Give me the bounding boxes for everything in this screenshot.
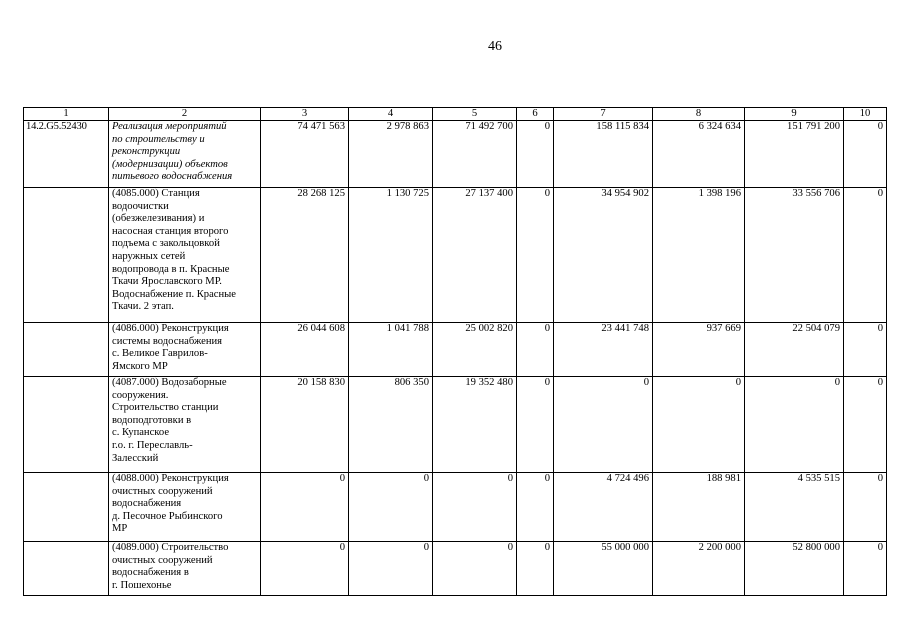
row-value: 0: [844, 473, 887, 542]
row-code: [24, 473, 109, 542]
row-name: (4088.000) Реконструкция очистных сооружений водоснабжения д. Песочное Рыбинского МР: [109, 473, 261, 542]
row-value: 0: [517, 542, 554, 596]
table-row: [24, 542, 887, 596]
row-value: 6 324 634: [653, 121, 745, 188]
row-name: Реализация мероприятий по строительству и реконструкции (модернизации) объектов питьевого водоснабжения: [109, 121, 261, 188]
column-header: 8: [653, 108, 745, 121]
row-value: 55 000 000: [554, 542, 653, 596]
row-code: [24, 542, 109, 596]
row-value: 0: [844, 188, 887, 323]
row-value: 0: [261, 542, 349, 596]
row-value: 0: [653, 377, 745, 473]
row-value: 0: [517, 473, 554, 542]
column-header: 3: [261, 108, 349, 121]
row-value: 1 041 788: [349, 323, 433, 377]
budget-table: [23, 107, 887, 596]
row-value: 188 981: [653, 473, 745, 542]
row-value: 74 471 563: [261, 121, 349, 188]
table-row: [24, 473, 887, 542]
row-value: 2 978 863: [349, 121, 433, 188]
table-row: [24, 121, 887, 188]
row-value: 20 158 830: [261, 377, 349, 473]
row-value: 2 200 000: [653, 542, 745, 596]
row-value: 0: [433, 473, 517, 542]
column-header: 4: [349, 108, 433, 121]
row-value: 33 556 706: [745, 188, 844, 323]
row-name: (4089.000) Строительство очистных сооружений водоснабжения в г. Пошехонье: [109, 542, 261, 596]
row-value: 0: [517, 377, 554, 473]
row-value: 0: [554, 377, 653, 473]
table-row: [24, 323, 887, 377]
row-value: 34 954 902: [554, 188, 653, 323]
column-header: 10: [844, 108, 887, 121]
row-value: 28 268 125: [261, 188, 349, 323]
row-value: 26 044 608: [261, 323, 349, 377]
row-value: 52 800 000: [745, 542, 844, 596]
row-value: 0: [844, 323, 887, 377]
row-code: [24, 377, 109, 473]
row-value: 27 137 400: [433, 188, 517, 323]
row-value: 0: [844, 121, 887, 188]
row-value: 0: [745, 377, 844, 473]
row-name: (4085.000) Станция водоочистки (обезжелезивания) и насосная станция второго подъема с закольцовкой наружных сетей водопровода в п. Красные Ткачи Ярославского МР. Водоснабжение п. Красные Ткачи. 2 этап.: [109, 188, 261, 323]
row-value: 19 352 480: [433, 377, 517, 473]
row-name: (4086.000) Реконструкция системы водоснабжения с. Великое Гаврилов- Ямского МР: [109, 323, 261, 377]
row-value: 158 115 834: [554, 121, 653, 188]
row-code: [24, 323, 109, 377]
row-value: 71 492 700: [433, 121, 517, 188]
row-value: 0: [517, 121, 554, 188]
row-value: 4 535 515: [745, 473, 844, 542]
row-value: 0: [433, 542, 517, 596]
row-value: 4 724 496: [554, 473, 653, 542]
row-value: 937 669: [653, 323, 745, 377]
column-header: 7: [554, 108, 653, 121]
column-header: 2: [109, 108, 261, 121]
row-code: [24, 188, 109, 323]
column-header: 1: [24, 108, 109, 121]
table-row: [24, 377, 887, 473]
column-header: 6: [517, 108, 554, 121]
row-value: 25 002 820: [433, 323, 517, 377]
column-number-row: [24, 108, 887, 121]
row-value: 806 350: [349, 377, 433, 473]
row-code: 14.2.G5.52430: [24, 121, 109, 188]
row-value: 0: [517, 323, 554, 377]
row-name: (4087.000) Водозаборные сооружения. Строительство станции водоподготовки в с. Купанское г.о. г. Переславль- Залесский: [109, 377, 261, 473]
column-header: 5: [433, 108, 517, 121]
table-row: [24, 188, 887, 323]
row-value: 22 504 079: [745, 323, 844, 377]
row-value: 1 130 725: [349, 188, 433, 323]
row-value: 0: [517, 188, 554, 323]
row-value: 0: [261, 473, 349, 542]
page-number: 46: [488, 39, 502, 54]
column-header: 9: [745, 108, 844, 121]
row-value: 0: [349, 542, 433, 596]
row-value: 1 398 196: [653, 188, 745, 323]
row-value: 151 791 200: [745, 121, 844, 188]
row-value: 0: [844, 542, 887, 596]
row-value: 23 441 748: [554, 323, 653, 377]
row-value: 0: [349, 473, 433, 542]
row-value: 0: [844, 377, 887, 473]
